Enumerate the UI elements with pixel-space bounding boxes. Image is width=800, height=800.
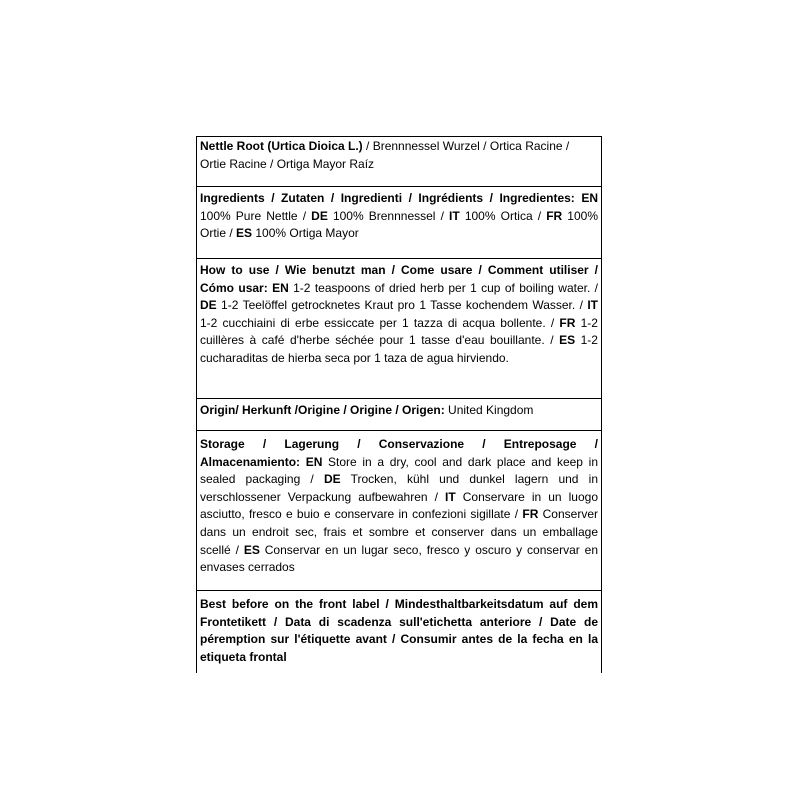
storage-heading-line1: [200, 436, 598, 454]
storage-fr: Conserver dans un endroit sec, frais et sombre et conserver dans un emballage scellé /: [200, 507, 598, 557]
product-name-translations: / Brennnessel Wurzel / Ortica Racine / Ortie Racine / Ortiga Mayor Raíz: [200, 139, 570, 171]
ingredients-fr: 100% Ortie /: [200, 208, 598, 241]
how-to-use-fr: 1-2 cuillères à café d'herbe séchée pour 1 tasse d'eau bouillante. /: [200, 315, 598, 348]
ingredients-en-code: EN: [581, 191, 598, 205]
how-to-use-de: 1-2 Teelöffel getrocknetes Kraut pro 1 Tasse kochendem Wasser. /: [216, 298, 588, 313]
how-to-use-en: 1-2 teaspoons of dried herb per 1 cup of boiling water. /: [288, 280, 598, 295]
divider-2: [197, 258, 601, 259]
storage-section: [197, 436, 601, 577]
how-to-use-fr-code: FR: [559, 315, 576, 330]
divider-1: [197, 186, 601, 187]
how-to-use-es: 1-2 cucharaditas de hierba seca por 1 taza de agua hirviendo.: [200, 333, 598, 365]
product-name-section: [197, 138, 601, 173]
ingredients-it: 100% Ortica /: [459, 208, 547, 223]
ingredients-de-code: DE: [311, 208, 328, 223]
best-before-section: [197, 596, 601, 666]
divider-4: [197, 430, 601, 431]
storage-heading-1: Storage / Lagerung / Conservazione / Entreposage /: [200, 437, 598, 451]
how-to-use-it-code: IT: [587, 298, 598, 313]
product-label: [196, 136, 602, 673]
how-to-use-es-code: ES: [559, 333, 576, 348]
how-to-use-it: 1-2 cucchiaini di erbe essiccate per 1 tazza di acqua bollente. /: [200, 315, 560, 330]
ingredients-de: 100% Brennnessel /: [327, 208, 450, 223]
how-to-use-section: [197, 262, 601, 368]
storage-fr-code: FR: [522, 507, 539, 522]
origin-section: [197, 402, 601, 420]
storage-de-code: DE: [323, 472, 341, 487]
how-to-use-heading: How to use / Wie benutzt man / Come usare / Comment utiliser / Cómo usar:: [200, 263, 598, 295]
divider-5: [197, 590, 601, 591]
ingredients-es: 100% Ortiga Mayor: [252, 226, 359, 241]
ingredients-en: 100% Pure Nettle /: [200, 208, 312, 223]
product-name: Nettle Root (Urtica Dioica L.): [200, 139, 363, 153]
top-rule: [197, 136, 601, 137]
storage-de: Trocken, kühl und dunkel lagern und in verschlossener Verpackung aufbewahren /: [200, 472, 598, 504]
ingredients-heading: Ingredients / Zutaten / Ingredienti / Ingrédients / Ingredientes:: [200, 191, 575, 205]
storage-it: Conservare in un luogo asciutto, fresco e buio e conservare in confezioni sigillate /: [200, 489, 598, 522]
best-before-text: Best before on the front label / Mindesthaltbarkeitsdatum auf dem Frontetikett / Data di scadenza sull'etichetta anteriore / Date de péremption sur l'étiquette avant / Consumir antes de la fecha en la etiqueta frontal: [200, 597, 598, 664]
ingredients-it-code: IT: [449, 208, 460, 223]
storage-it-code: IT: [445, 489, 456, 504]
storage-en: Store in a dry, cool and dark place and keep in sealed packaging /: [200, 454, 598, 487]
storage-es: Conservar en un lugar seco, fresco y oscuro y conservar en envases cerrados: [200, 542, 598, 575]
ingredients-fr-code: FR: [546, 208, 563, 223]
divider-3: [197, 398, 601, 399]
how-to-use-de-code: DE: [200, 298, 217, 313]
storage-heading-line2: Almacenamiento:: [200, 454, 301, 469]
storage-es-code: ES: [243, 542, 260, 557]
origin-heading: Origin/ Herkunft /Origine / Origine / Origen:: [200, 403, 445, 417]
how-to-use-en-code: EN: [272, 280, 289, 295]
storage-en-code: EN: [305, 454, 323, 469]
ingredients-es-code: ES: [236, 226, 253, 241]
ingredients-section: [197, 190, 601, 243]
origin-value: United Kingdom: [444, 403, 534, 417]
